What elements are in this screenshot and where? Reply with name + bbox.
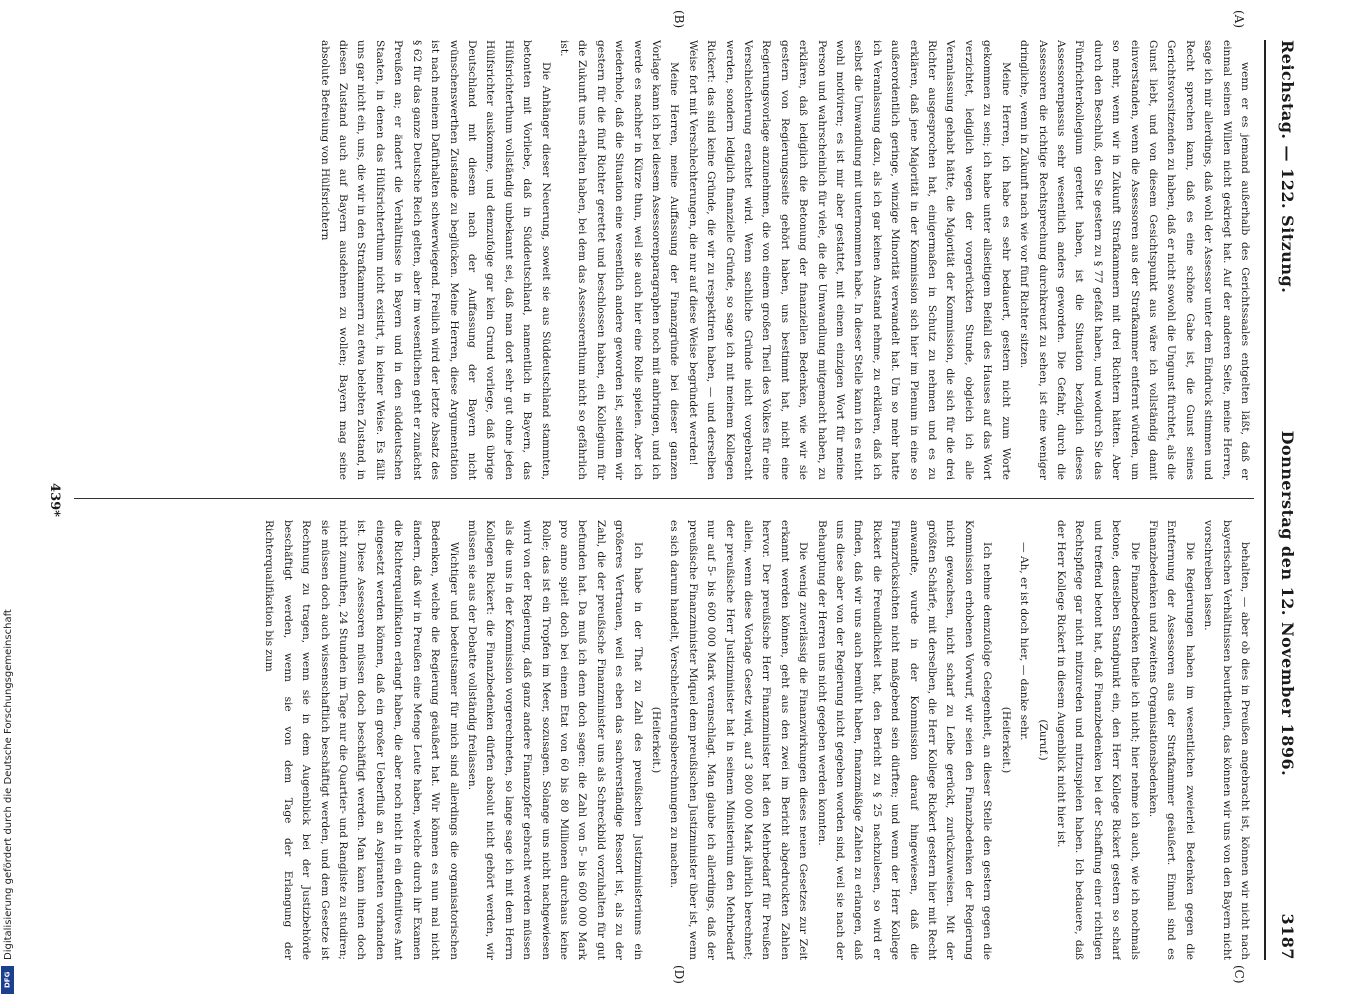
header-title-left: Reichstag. — 122. Sitzung. [1278,40,1298,294]
paragraph: (Zuruf.) [1036,719,1049,761]
paragraph: (Heiterkeit.) [650,706,662,774]
page-header [1270,40,1306,960]
digitization-sidebar [0,0,16,1000]
paragraph: Die Anhänger dieser Neuerung, soweit sie aus Süddeutschland stammten, betonten mit Vorliebe, daß in Süddeutschland, namentlich in Bayern, das Hülfsrichterthum vollständig unbekannt sei, daß man dort sehr gut ohne jeden Hülfsrichter auskomme, und demzufolge gar kein Grund vorliege, daß übrige Deutschland mit diesem nach der Auffassung der Bayern nicht wünschenswerthen Zustande zu beglücken. Meine Herren, diese Argumentation ist nach meinem Dafürhalten schwerwiegend. Freilich wird der letzte Absatz des § 62 für das ganze Deutsche Reich gelten, aber im wesentlichen geht er zunächst Preußen an; er ändert die Verhältnisse in Bayern und in den süddeutschen Staaten, in denen das Hülfsrichterthum nicht existirt, in keiner Weise. Es fällt uns gar nicht ein, uns, die wir in den Strafkammern zu etwa belebten Zustand, in diesen Zustand auch auf Bayern ausdehnen zu wollen; Bayern mag seine absolute Befreiung von Hülfsrichtern [318,40,552,480]
paragraph: Die Regierungen haben im wesentlichen zweierlei Bedenken gegen die Entfernung der Assessoren aus der Strafkammer geäußert. Einmal sind es Finanzbedenken und zweitens Organisationsbedenken. [1146,520,1196,960]
sheet-number: 439* [47,483,62,517]
margin-marker-c: (C) [1232,965,1246,984]
paragraph: — Ah, er ist doch hier, — danke sehr. [1018,542,1031,741]
paragraph: Meine Herren, ich habe es sehr bedauert, gestern nicht zum Worte gekommen zu sein; ich habe unter allseitigem Beifall des Hauses auf das Wort verzichtet, lediglich wegen der vorgerückten Stunde, obgleich ich alle Veranlassung gehabt hätte, die Majorität der Kommission, die sich für die drei Richter ausgesprochen hat, einigermaßen in Schutz zu nehmen und es zu erklären, daß jene Majorität in der Kommission sich hier im Plenum in eine so außerordentlich geringe, winzige Minorität verwandelt hat. Um so mehr hatte ich Veranlassung dazu, als ich gar keinen Anstand nehme, zu erklären, daß ich selbst die Umwandlung mit unternommen habe. In dieser Stelle kann ich es nicht wohl motiviren; es ist mir aber gestattet, mit einem einzigen Wort für meine Person und wahrscheinlich für viele, die die Umwandlung mitgemacht haben, zu erklären, daß lediglich die Betonung der finanziellen Bedenken, wie wir sie gestern von Regierungsseite gehört haben, uns bestimmt hat, nicht eine Regierungsvorlage anzunehmen, die von einem großen Theil des Volkes für eine Verschlechterung erachtet wird. Wenn sachliche Gründe nicht vorgebracht werden, sondern lediglich finanzielle Gründe, so sage ich mit meinem Kollegen Rickert: das sind keine Gründe, die wir zu respektiren haben, — und derselben Weise fort mit Verschlechterungen, die nur auf diese Weise begründet werden! [686,40,1012,480]
paragraph: wenn er es jemand außerhalb des Gerichtssaales entgelten läßt, daß er einmal seinen Willen nicht gekriegt hat. Auf der anderen Seite, meine Herren, sage ich mir allerdings, daß wohl der Assessor unter dem Eindruck stimmen und Recht sprechen kann, daß es eine schöne Gabe ist, die Gunst seines Gerichtsvorsitzenden zu haben, daß er nicht sowohl die Ungunst fürchtet, als die Gunst liebt, und von diesem Gesichtspunkt aus wäre ich vollständig damit einverstanden, wenn die Assessoren aus der Strafkammer entfernt würden, um so mehr, wenn wir in Zukunft Strafkammern mit drei Richtern hätten. Aber durch den Beschluß, den Sie gestern zu § 77 gefaßt haben, und wodurch Sie das Fünfrichterkollegium gerettet haben, ist die Situation bezüglich dieses Assessorenpassus sehr wesentlich anders geworden. Die Gefahr, durch die Assessoren die richtige Rechtsprechung durchkreuzt zu sehen, ist eine weniger dringliche, wenn in Zukunft nach wie vor fünf Richter sitzen. [1018,40,1251,480]
text-column-left [74,40,1254,480]
margin-marker-a: (A) [1232,10,1246,29]
paragraph: Die wenig zuverlässig die Finanzwirkungen dieses neuen Gesetzes zur Zeit erkannt werden können, geht aus den zwei im Bericht abgedruckten Zahlen hervor. Der preußische Herr Finanzminister hat den Mehrbedarf für Preußen allein, wenn diese Vorlage Gesetz wird, auf 3 800 000 Mark jährlich berechnet; der preußische Herr Justizminister hat in seinem Ministerium den Mehrbedarf nur auf 5- bis 600 000 Mark veranschlagt. Man glaube ich allerdings, daß der preußische Finanzminister Miquel dem preußischen Justizminister über ist, wenn es sich darum handelt, Verschlechterungsberechnungen zu machen. [668,520,810,960]
paragraph: Ich nehme demzufolge Gelegenheit, an dieser Stelle den gestern gegen die Kommission erhobenen Vorwurf, wir seien den Finanzbedenken der Regierung nicht gewachsen, nicht scharf zu Leibe gerückt, zurückzuweisen. Mit der größten Schärfe, mit derselben, die Herr Kollege Rickert gestern hier mit Recht anwandte, wurde in der Kommission darauf hingewiesen, daß die Finanzrücksichten nicht maßgebend sein dürften; und wenn der Herr Kollege Rickert die Freundlichkeit hat, den Bericht zu § 25 nachzulesen, so wird er finden, daß wir uns auch bemüht haben, finanzmäßige Zahlen zu erlangen, daß uns diese aber von der Regierung nicht gegeben worden sind, weil sie nach der Behauptung der Herren uns nicht gegeben werden konnten. [815,520,994,960]
document-page [6,10,1306,984]
dfg-logo: DFG [1,966,14,994]
page-number: 3187 [1278,913,1298,960]
paragraph: (Heiterkeit.) [999,706,1012,774]
header-rule [1264,40,1266,960]
paragraph: Meine Herren, meine Auffassung der Finanzgründe bei dieser ganzen Vorlage kann ich bei diesem Assessorenparagraphen noch mit anbringen, und ich werde es nachher in Kürze thun, weil sie auch hier eine Rolle spielen. Aber ich wiederhole, daß die Situation eine wesentlich andere geworden ist, seitdem wir gestern für die fünf Richter gerettet und beschlossen haben, ein Kollegium für die Zukunft uns erhalten haben, bei dem das Assessorenthum nicht so gefährlich ist. [557,40,681,480]
text-column-right [74,520,1254,960]
margin-marker-b: (B) [672,10,686,29]
funding-credit: Digitalisierung gefördert durch die Deutsche Forschungsgemeinschaft [3,609,14,960]
header-title-right: Donnerstag den 12. November 1896. [1278,430,1298,777]
paragraph: Wichtiger und bedeutsamer für mich sind allerdings die organisatorischen Bedenken, welche die Regierung geäußert hat. Wir können es nun mal nicht ändern, daß wir in Preußen eine Menge Leute haben, welche durch ihr Examen die Richterqualifikation erlangt haben, die aber noch nicht in ein definitives Amt eingesetzt werden können, daß ein großer Ueberfluß an Aspiranten vorhanden ist. Diese Assessoren müssen doch beschäftigt werden. Man kann ihnen doch nicht zumuthen, 24 Stunden im Tage nur die Quartier- und Rangliste zu studiren; sie müssen doch auch wissenschaftlich beschäftigt werden, und dem Gesetze ist Rechnung zu tragen, wenn sie in dem Augenblick bei der Justizbehörde beschäftigt werden, wenn sie von dem Tage der Erlangung der Richterqualifikation bis zum [263,520,460,960]
paragraph: behalten, — aber ob dies in Preußen angebracht ist, können wir nicht nach bayerischen Verhältnissen beurtheilen, das können wir uns von den Bayern nicht vorschreiben lassen. [1202,520,1251,960]
margin-marker-d: (D) [672,965,686,984]
column-divider [74,498,1254,499]
paragraph: Die Finanzbedenken theile ich nicht; hier nehme ich auch, wie ich nochmals betone, denselben Standpunkt ein, den Herr Kollege Rickert gestern so scharf und treffend betont hat, daß Finanzbedenken bei der Schaffung einer richtigen Rechtspflege gar nicht mitzureden und mitzuspielen haben. Ich bedauere, daß der Herr Kollege Rickert in diesem Augenblick nicht hier ist. [1054,520,1141,960]
paragraph: Ich habe in der That zu Zahl des preußischen Justizministeriums ein größeres Vertrauen, weil es eben das sachverständige Ressort ist, als zu der Zahl, die der preußische Finanzminister uns als Schreckbild vorzuhalten für gut befunden hat. Da muß ich denn doch sagen: die Zahl von 5- bis 600 000 Mark pro anno spielt doch bei einem Etat von 60 bis 80 Millionen durchaus keine Rolle; das ist ein Tropfen im Meer, sozusagen. Solange uns nicht nachgewiesen wird von der Regierung, daß ganz andere Finanzopfer gebracht werden müssen als die uns in der Kommission vorgerechneten, so lange sage ich mit dem Herrn Kollegen Rickert: die Finanzbedenken dürfen absolut nicht gehört werden, wir müssen sie aus der Debatte vollständig freilassen. [465,520,644,960]
